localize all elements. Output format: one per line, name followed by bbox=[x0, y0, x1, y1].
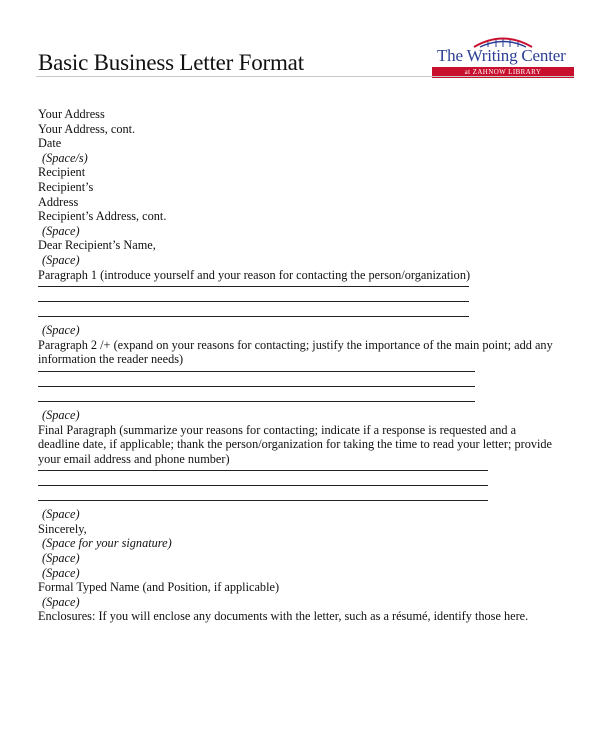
writing-line bbox=[38, 401, 475, 402]
paragraph-2: Paragraph 2 /+ (expand on your reasons for contacting; justify the importance of the main point; add any information the reader needs) bbox=[38, 337, 553, 367]
space-note: (Space) bbox=[42, 565, 80, 580]
page-title: Basic Business Letter Format bbox=[38, 50, 304, 75]
address: Address bbox=[38, 194, 79, 209]
space-note: (Space) bbox=[42, 407, 80, 422]
final-paragraph: Final Paragraph (summarize your reasons for contacting; indicate if a response is requested and a deadline date, if applicable; thank the person/organization for taking the time to read your letter; provide your email address and phone number) bbox=[38, 422, 553, 466]
writing-line bbox=[38, 371, 475, 372]
writing-center-logo bbox=[428, 34, 576, 78]
your-address: Your Address bbox=[38, 107, 105, 121]
recipient: Recipient bbox=[38, 165, 86, 180]
paragraph-2-lines bbox=[38, 367, 558, 408]
space-note: (Space) bbox=[42, 594, 80, 609]
writing-line bbox=[38, 386, 475, 387]
space-note: (Space) bbox=[42, 252, 80, 267]
writing-line bbox=[38, 316, 469, 317]
paragraph-1-lines bbox=[38, 282, 558, 323]
closing: Sincerely, bbox=[38, 521, 87, 536]
date: Date bbox=[38, 136, 62, 151]
writing-line bbox=[38, 500, 488, 501]
space-note: (Space/s) bbox=[42, 150, 88, 165]
your-address-cont: Your Address, cont. bbox=[38, 121, 136, 136]
writing-line bbox=[38, 470, 488, 471]
writing-line bbox=[38, 485, 488, 486]
final-paragraph-lines bbox=[38, 466, 558, 507]
salutation: Dear Recipient’s Name, bbox=[38, 238, 156, 253]
signature-space: (Space for your signature) bbox=[42, 536, 172, 551]
paragraph-1: Paragraph 1 (introduce yourself and your reason for contacting the person/organization) bbox=[38, 267, 471, 282]
writing-line bbox=[38, 286, 469, 287]
header-divider bbox=[36, 76, 574, 77]
typed-name: Formal Typed Name (and Position, if applicable) bbox=[38, 580, 280, 595]
writing-line bbox=[38, 301, 469, 302]
logo-subtitle: at ZAHNOW LIBRARY bbox=[432, 67, 574, 78]
space-note: (Space) bbox=[42, 551, 80, 566]
enclosures: Enclosures: If you will enclose any documents with the letter, such as a résumé, identify those here. bbox=[38, 609, 529, 624]
logo-name: The Writing Center bbox=[437, 46, 566, 65]
space-note: (Space) bbox=[42, 507, 80, 522]
space-note: (Space) bbox=[42, 323, 80, 338]
recipients-address-cont: Recipient’s Address, cont. bbox=[38, 209, 167, 224]
letter-body bbox=[38, 107, 558, 624]
recipients: Recipient’s bbox=[38, 179, 94, 194]
space-note: (Space) bbox=[42, 223, 80, 238]
